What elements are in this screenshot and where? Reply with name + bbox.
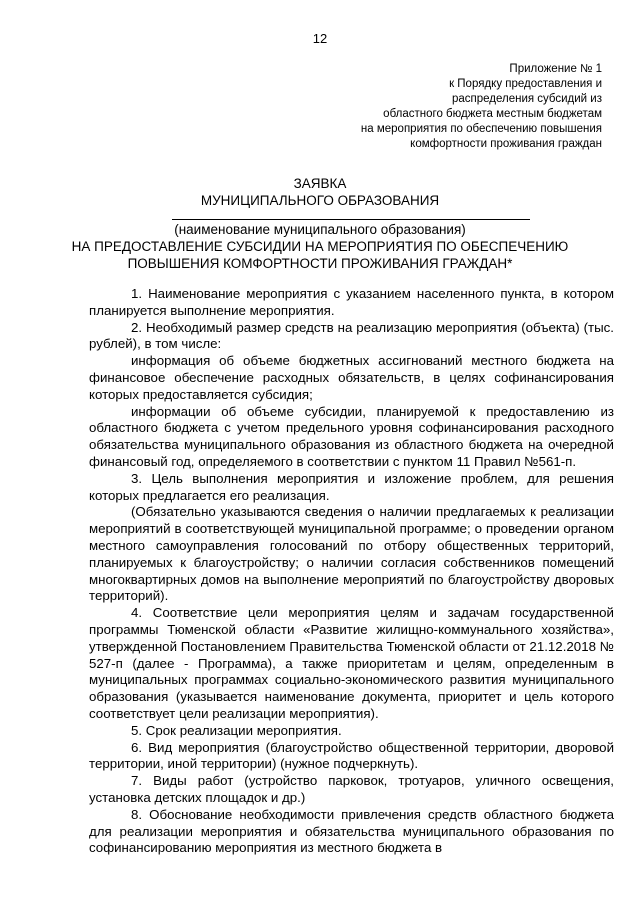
appendix-line: областного бюджета местным бюджетам xyxy=(383,108,602,120)
document-subject xyxy=(0,221,640,272)
paragraph-item-5: 5. Срок реализации мероприятия. xyxy=(131,722,342,738)
field-caption: (наименование муниципального образования) xyxy=(174,222,466,237)
paragraph-item-3: 3. Цель выполнения мероприятия и изложение проблем, для решения которых предлагается его реализация. xyxy=(89,470,614,503)
paragraph-item-1: 1. Наименование мероприятия с указанием населенного пункта, в котором планируется выполнение мероприятия. xyxy=(89,286,614,318)
appendix-line: на мероприятия по обеспечению повышения xyxy=(360,123,602,135)
appendix-block xyxy=(272,62,602,152)
document-title: ЗАЯВКА xyxy=(293,176,347,191)
page-number: 12 xyxy=(312,31,328,46)
paragraph-subitem: информация об объеме бюджетных ассигнований местного бюджета на финансовое обеспечение расходных обязательств, в целях софинансирования которых предоставляется субсидия; xyxy=(89,353,614,402)
appendix-line: распределения субсидий из xyxy=(451,93,602,105)
paragraph-subitem: информации об объеме субсидии, планируемой к предоставлению из областного бюджета с учетом предельного уровня софинансирования расходного обязательства муниципального образования из областного бюджета на очередной финансовый год, определяемого в соответствии с пунктом 11 Правил №561-п. xyxy=(89,403,614,469)
paragraph-item-6: 6. Вид мероприятия (благоустройство общественной территории, дворовой территории, иной территории) (нужное подчеркнуть). xyxy=(89,739,614,772)
municipality-name-line xyxy=(172,219,530,220)
paragraph-item-2: 2. Необходимый размер средств на реализацию мероприятия (объекта) (тыс. рублей), в том числе: xyxy=(89,319,614,352)
subject-line: ПОВЫШЕНИЯ КОМФОРТНОСТИ ПРОЖИВАНИЯ ГРАЖДАН* xyxy=(127,256,513,271)
document-heading xyxy=(0,175,640,209)
paragraph-item-4: 4. Соответствие цели мероприятия целям и задачам государственной программы Тюменской области «Развитие жилищно-коммунального хозяйства», утвержденной Постановлением Правительства Тюменской области от 21.12.2018 № 527-п (далее - Программа), а также приоритетам и целям, определенным в муниципальных программах социально-экономического развития муниципального образования (указывается наименование документа, приоритет и цель которого соответствует цели реализации мероприятия). xyxy=(89,605,614,721)
document-subtitle: МУНИЦИПАЛЬНОГО ОБРАЗОВАНИЯ xyxy=(200,193,440,208)
appendix-line: комфортности проживания граждан xyxy=(410,138,602,150)
document-body xyxy=(89,286,614,857)
appendix-line: к Порядку предоставления и xyxy=(449,78,602,90)
appendix-line: Приложение № 1 xyxy=(509,63,602,75)
paragraph-item-7: 7. Виды работ (устройство парковок, тротуаров, уличного освещения, установка детских площадок и др.) xyxy=(89,773,614,805)
paragraph-item-8: 8. Обоснование необходимости привлечения средств областного бюджета для реализации мероприятия и обязательства муниципального образования по софинансированию мероприятия из местного бюджета в xyxy=(89,806,614,856)
paragraph-note: (Обязательно указываются сведения о наличии предлагаемых к реализации мероприятий в соответствующей муниципальной программе; о проведении органом местного самоуправления голосований по отбору общественных территорий, планируемых к благоустройству; о наличии согласия собственников помещений многоквартирных домов на выполнение мероприятий по благоустройству дворовых территорий). xyxy=(89,504,614,604)
subject-line: НА ПРЕДОСТАВЛЕНИЕ СУБСИДИИ НА МЕРОПРИЯТИЯ ПО ОБЕСПЕЧЕНИЮ xyxy=(71,239,569,254)
